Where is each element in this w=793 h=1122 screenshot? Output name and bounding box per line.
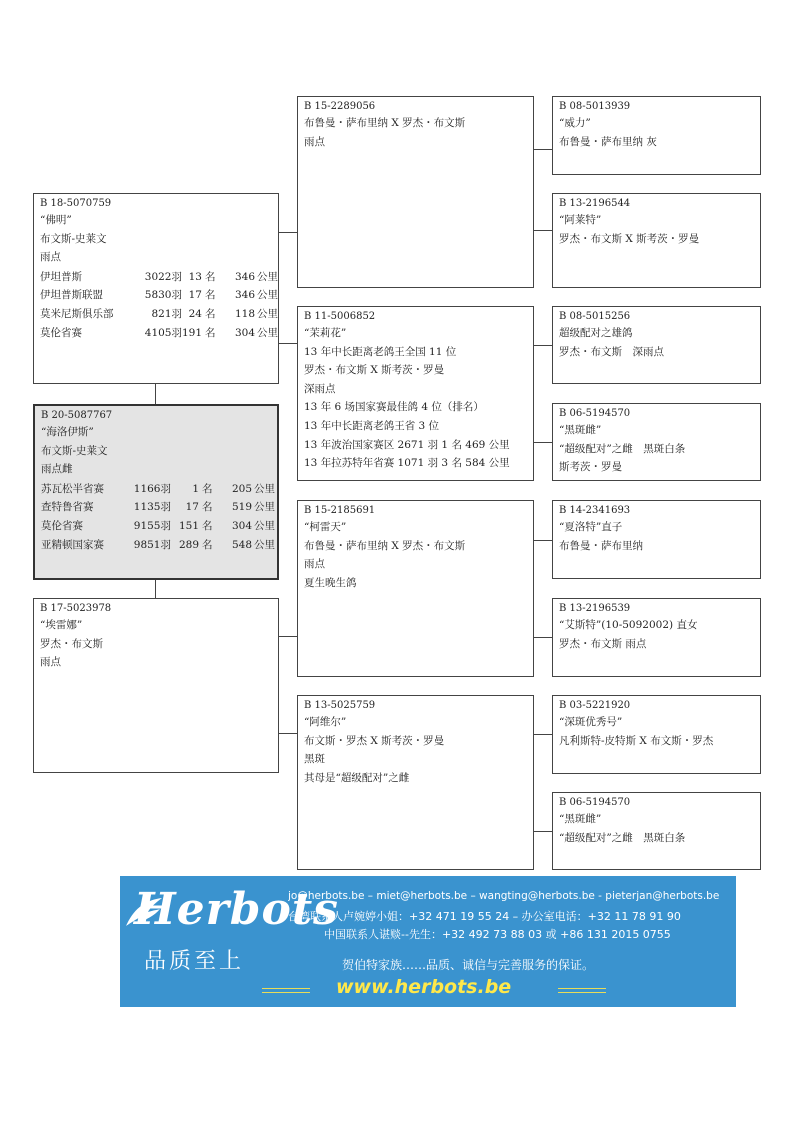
info-line: 斯考茨・罗曼 xyxy=(559,461,622,474)
results-list xyxy=(40,268,278,342)
result-row: 亚精顿国家赛 9851羽 289 名 548 公里 xyxy=(41,538,275,551)
info-line: 罗杰・布文斯 X 斯考茨・罗曼 xyxy=(304,364,445,377)
brand-logo: Herbots xyxy=(134,884,339,935)
info-line: 布鲁曼・萨布里纳 灰 xyxy=(559,135,657,148)
pedigree-box-gg-7 xyxy=(552,695,761,774)
info-line: 布鲁曼・萨布里纳 xyxy=(559,539,643,552)
result-row: 伊坦普斯联盟 5830羽 17 名 346 公里 xyxy=(40,289,278,302)
info-line: 13 年拉苏特年省赛 1071 羽 3 名 584 公里 xyxy=(304,457,510,470)
info-line: 布鲁曼・萨布里纳 X 罗杰・布文斯 xyxy=(304,117,466,129)
bloodline: 罗杰・布文斯 xyxy=(40,637,103,650)
pedigree-box-father xyxy=(33,193,279,384)
pigeon-name: “海洛伊斯” xyxy=(41,426,94,438)
brand-slogan: 品质至上 xyxy=(144,949,245,974)
connector-line xyxy=(533,345,552,346)
connector-line xyxy=(533,230,552,231)
pedigree-box-gg-1 xyxy=(552,96,761,175)
bloodline: 布文斯-史莱文 xyxy=(40,232,107,245)
info-line: 13 年中长距离老鸽王省 3 位 xyxy=(304,419,440,432)
info-line: 罗杰・布文斯 深雨点 xyxy=(559,345,664,358)
info-line: “柯雷天” xyxy=(304,521,347,533)
connector-line xyxy=(533,149,552,150)
info-line: 13 年中长距离老鸽王全国 11 位 xyxy=(304,345,457,358)
connector-line xyxy=(533,442,552,443)
ring-number: B 06-5194570 xyxy=(559,797,631,808)
ring-number: B 15-2289056 xyxy=(304,101,376,112)
ring-number: B 20-5087767 xyxy=(41,410,113,421)
info-line: 雨点 xyxy=(304,558,325,571)
pedigree-box-gg-3 xyxy=(552,306,761,384)
info-line: “黑斑雌” xyxy=(559,424,602,436)
result-row: 莫米尼斯俱乐部 821羽 24 名 118 公里 xyxy=(40,307,278,320)
pedigree-box-grandsire-paternal xyxy=(297,96,534,288)
herbots-banner xyxy=(120,876,736,1007)
pedigree-box-subject xyxy=(33,404,279,580)
pedigree-box-mother xyxy=(33,598,279,773)
connector-line xyxy=(278,636,297,637)
result-row: 苏瓦松半省赛 1166羽 1 名 205 公里 xyxy=(41,482,275,495)
info-line: 布文斯・罗杰 X 斯考茨・罗曼 xyxy=(304,734,445,747)
bloodline: 布文斯-史莱文 xyxy=(41,444,108,457)
info-line: 布鲁曼・萨布里纳 X 罗杰・布文斯 xyxy=(304,539,466,552)
email-list[interactable]: jo@herbots.be – miet@herbots.be – wangting@herbots.be - pieterjan@herbots.be xyxy=(288,890,720,902)
ring-number: B 08-5013939 xyxy=(559,101,631,112)
brand-tagline: 贺伯特家族……品质、诚信与完善服务的保证。 xyxy=(342,958,595,972)
info-line: 13 年 6 场国家赛最佳鸽 4 位（排名） xyxy=(304,401,484,414)
result-row: 伊坦普斯 3022羽 13 名 346 公里 xyxy=(40,270,278,283)
connector-line xyxy=(533,540,552,541)
contact-taiwan: 台湾联系人卢婉婷小姐：+32 471 19 55 24 – 办公室电话：+32 11 78 91 90 xyxy=(288,910,681,923)
info-line: “深斑优秀号” xyxy=(559,716,623,728)
info-line: 凡利斯特-皮特斯 X 布文斯・罗杰 xyxy=(559,734,714,747)
pedigree-box-gg-6 xyxy=(552,598,761,677)
info-line: “阿维尔” xyxy=(304,716,347,728)
info-line: 罗杰・布文斯 X 斯考茨・罗曼 xyxy=(559,232,700,245)
connector-line xyxy=(278,343,297,344)
ring-number: B 06-5194570 xyxy=(559,408,631,419)
color: 雨点 xyxy=(40,656,61,669)
pedigree-box-gg-4 xyxy=(552,403,761,481)
results-list xyxy=(41,480,275,554)
ring-number: B 11-5006852 xyxy=(304,311,376,322)
website-link[interactable]: www.herbots.be xyxy=(336,976,512,998)
pedigree-box-gg-2 xyxy=(552,193,761,288)
info-line: 超级配对之雄鸽 xyxy=(559,327,633,339)
ring-number: B 18-5070759 xyxy=(40,198,112,209)
connector-line xyxy=(533,831,552,832)
connector-line xyxy=(278,232,297,233)
ring-number: B 14-2341693 xyxy=(559,505,631,516)
connector-line xyxy=(155,383,156,404)
info-line: “超级配对”之雌 黑斑白条 xyxy=(559,831,686,844)
ring-number: B 13-5025759 xyxy=(304,700,376,711)
pedigree-box-gg-8 xyxy=(552,792,761,870)
info-line: “威力” xyxy=(559,117,591,129)
ring-number: B 13-2196539 xyxy=(559,603,631,614)
info-line: 其母是“超级配对”之雌 xyxy=(304,771,410,784)
info-line: 深雨点 xyxy=(304,382,336,395)
connector-line xyxy=(155,579,156,598)
pedigree-box-granddam-paternal xyxy=(297,306,534,481)
decorative-divider xyxy=(262,988,310,993)
info-line: “超级配对”之雌 黑斑白条 xyxy=(559,442,686,455)
info-line: 13 年波治国家赛区 2671 羽 1 名 469 公里 xyxy=(304,438,510,451)
info-line: “黑斑雌” xyxy=(559,813,602,825)
color: 雨点雌 xyxy=(41,463,73,476)
info-line: 罗杰・布文斯 雨点 xyxy=(559,637,647,650)
result-row: 莫伦省赛 9155羽 151 名 304 公里 xyxy=(41,519,275,532)
pedigree-box-gg-5 xyxy=(552,500,761,579)
connector-line xyxy=(533,734,552,735)
info-line: 黑斑 xyxy=(304,753,325,766)
info-line: 雨点 xyxy=(304,135,325,148)
ring-number: B 17-5023978 xyxy=(40,603,112,614)
pigeon-name: “埃雷娜” xyxy=(40,619,83,631)
ring-number: B 08-5015256 xyxy=(559,311,631,322)
info-line: 夏生晚生鸽 xyxy=(304,576,357,589)
contact-china: 中国联系人谌赕--先生：+32 492 73 88 03 或 +86 131 2015 0755 xyxy=(324,928,671,941)
info-line: “艾斯特”(10-5092002) 直女 xyxy=(559,619,698,631)
decorative-divider xyxy=(558,988,606,993)
pigeon-name: “佛明” xyxy=(40,214,72,226)
pedigree-box-granddam-maternal xyxy=(297,695,534,870)
ring-number: B 15-2185691 xyxy=(304,505,376,516)
ring-number: B 03-5221920 xyxy=(559,700,631,711)
connector-line xyxy=(278,733,297,734)
result-row: 莫伦省赛 4105羽191 名 304 公里 xyxy=(40,326,278,339)
info-line: “阿莱特” xyxy=(559,214,602,226)
info-line: “茉莉花” xyxy=(304,327,347,339)
ring-number: B 13-2196544 xyxy=(559,198,631,209)
color: 雨点 xyxy=(40,251,61,264)
info-line: “夏洛特”直子 xyxy=(559,521,623,533)
connector-line xyxy=(533,637,552,638)
result-row: 查特鲁省赛 1135羽 17 名 519 公里 xyxy=(41,501,275,514)
pedigree-box-grandsire-maternal xyxy=(297,500,534,677)
